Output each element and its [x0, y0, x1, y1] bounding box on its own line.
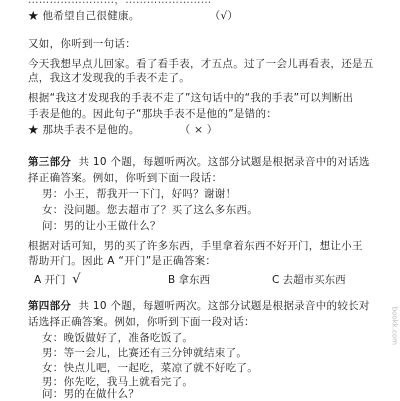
part4-description-line1: [28, 300, 370, 313]
part3-description-line2: 择正确答案。例如，你听到下面一段话：: [28, 172, 223, 184]
explanation3-line2: 帮助开门。因此 A “开门”是正确答案：: [28, 255, 217, 267]
watermark: bookk.com: [390, 306, 398, 345]
example2-statement: [28, 124, 218, 137]
dialogue1-line: 女：没问题。您去超市了？买了这么多东西。: [42, 204, 258, 216]
example2-text-line2: 点，我这才发现我的手表不走了。: [28, 72, 190, 84]
part4-desc-text1: 共 10 个题，每题听两次。这部分试题是根据录音中的较长对: [78, 300, 370, 312]
dialogue2-question: 问：男的在做什么？: [42, 388, 140, 400]
option-b: B 拿东西: [168, 274, 211, 286]
example2-answer-mark: （ × ）: [179, 124, 218, 136]
example2-statement-text: ★ 那块手表不是他的。: [28, 124, 140, 136]
part3-description-line1: [28, 156, 370, 169]
option-a-label: A 开门: [34, 274, 66, 286]
part3-desc-text1: 共 10 个题，每题听两次。这部分试题是根据录音中的对话选: [78, 156, 370, 168]
part3-heading: 第三部分: [28, 156, 72, 168]
explanation2-line2: 手表是他的。因此句子“那块手表不是他的”是错的：: [28, 108, 278, 120]
example1-statement-text: ★ 他希望自己很健康。: [28, 10, 140, 22]
explanation3-line1: 根据对话可知，男的买了许多东西，手里拿着东西不好开门，想让小王: [28, 240, 363, 252]
cut-off-top-line: ……………………，……………………: [28, 0, 212, 6]
example2-intro: 又如，你听到一句话：: [28, 38, 136, 50]
example1-answer-mark: （√）: [209, 10, 239, 22]
example2-text-line1: 今天我想早点儿回家。看了看手表，才五点。过了一会儿再看表，还是五: [28, 58, 374, 70]
part4-heading: 第四部分: [28, 300, 72, 312]
option-a-checkmark: √: [72, 272, 81, 287]
dialogue2-line: 女：快点儿吧，一起吃，菜凉了就不好吃了。: [42, 362, 258, 374]
dialogue1-line: 男：小王，帮我开一下门，好吗？谢谢！: [42, 188, 237, 200]
dialogue1-question: 问：男的让小王做什么？: [42, 220, 161, 232]
dialogue2-line: 男：等一会儿，比赛还有三分钟就结束了。: [42, 347, 248, 359]
example1-statement: [28, 10, 238, 23]
option-a: [34, 272, 81, 287]
part4-description-line2: 话选择正确答案。例如，你听到下面一段对话：: [28, 316, 255, 328]
dialogue2-line: 女：晚饭做好了，准备吃饭了。: [42, 332, 194, 344]
dialogue2-line: 男：你先吃，我马上就看完了。: [42, 376, 194, 388]
option-c: C 去超市买东西: [272, 274, 346, 286]
explanation2-line1: 根据“我这才发现我的手表不走了”这句话中的“我的手表”可以判断出: [28, 92, 354, 104]
